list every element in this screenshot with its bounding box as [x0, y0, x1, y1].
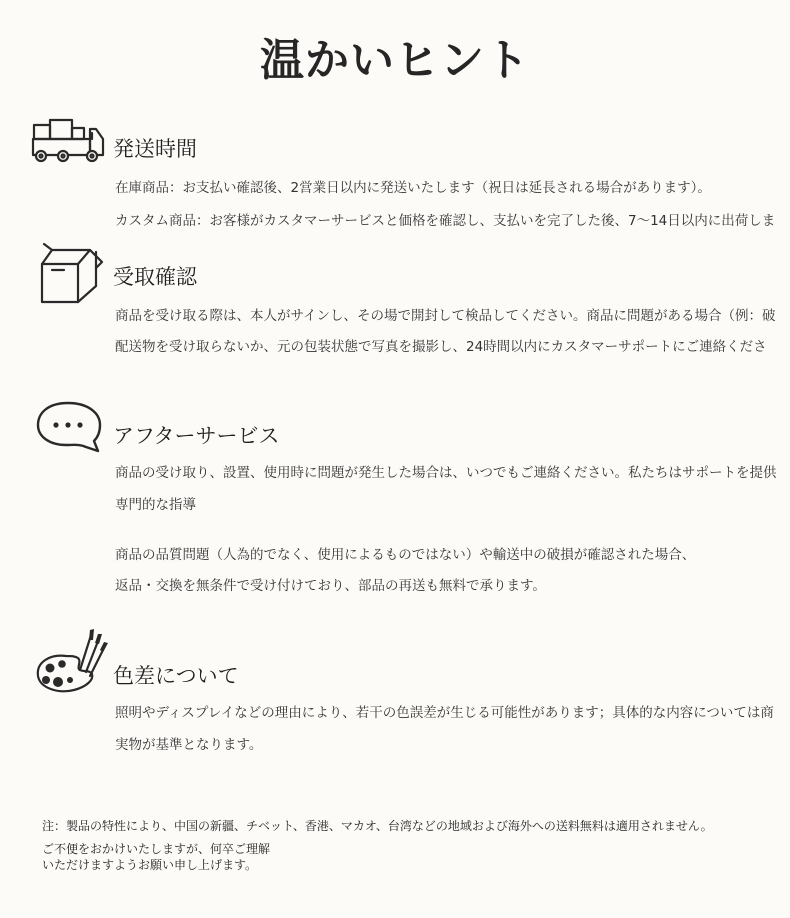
chat-bubble-icon — [30, 395, 108, 465]
section-text-line: 返品・交換を無条件で受け付けており、部品の再送も無料で承ります。 — [115, 578, 546, 594]
section-heading: 受取確認 — [113, 265, 197, 289]
section-text-line: 商品の品質問題（人為的でなく、使用によるものではない）や輸送中の破損が確認された場合、 — [115, 547, 696, 563]
truck-icon — [30, 115, 108, 185]
footer-note: いただけますようお願い申し上げます。 — [42, 858, 258, 872]
section-text-line: 配送物を受け取らないか、元の包装状態で写真を撮影し、24時間以内にカスタマーサポートにご連絡くださ — [115, 339, 767, 355]
package-box-icon — [30, 240, 108, 310]
section-heading: アフターサービス — [113, 424, 280, 448]
section-heading: 発送時間 — [113, 137, 197, 161]
page-title: 温かいヒント — [260, 35, 530, 86]
section-text-line: 実物が基準となります。 — [115, 737, 263, 753]
section-text-line: 商品を受け取る際は、本人がサインし、その場で開封して検品してください。商品に問題がある場合（例：破 — [115, 308, 776, 324]
section-text-line: 商品の受け取り、設置、使用時に問題が発生した場合は、いつでもご連絡ください。私たちはサポートを提供 — [115, 465, 777, 481]
paint-palette-icon — [30, 626, 108, 696]
section-text-line: 在庫商品：お支払い確認後、2営業日以内に発送いたします（祝日は延長される場合があります）。 — [115, 180, 711, 196]
section-heading: 色差について — [113, 664, 239, 688]
footer-note: ご不便をおかけいたしますが、何卒ご理解 — [42, 842, 271, 856]
section-text-line: 専門的な指導 — [115, 497, 196, 513]
section-text-line: 照明やディスプレイなどの理由により、若干の色誤差が生じる可能性があります；具体的な内容については商 — [115, 705, 774, 721]
section-text-line: カスタム商品：お客様がカスタマーサービスと価格を確認し、支払いを完了した後、7〜14日以内に出荷しま — [115, 213, 776, 229]
footer-note: 注：製品の特性により、中国の新疆、チベット、香港、マカオ、台湾などの地域および海外への送料無料は適用されません。 — [42, 819, 713, 833]
